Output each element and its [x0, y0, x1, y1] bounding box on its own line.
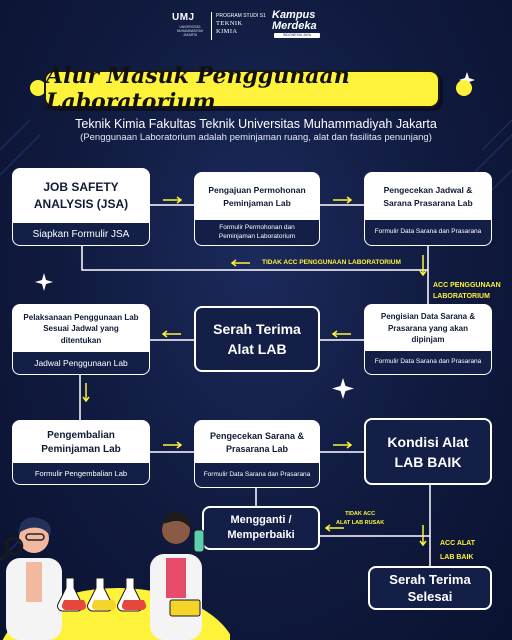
prodi-label: PROGRAM STUDI S1 TEKNIK KIMIA [216, 13, 266, 35]
scientist-illustration [0, 500, 230, 640]
subtitle-note: (Penggunaan Laboratorium adalah peminjaman ruang, alat dan fasilitas penunjang) [80, 132, 432, 143]
kampus-merdeka-logo: Kampus Merdeka [272, 9, 317, 32]
node-pengecekan-jadwal [364, 172, 492, 246]
label-tidak-acc-alat: TIDAK ACC ALAT LAB RUSAK [336, 511, 385, 526]
page-title: Alur Masuk Penggunaan Laboratorium [46, 63, 350, 115]
node-pengajuan-note: Formulir Permohonan dan Peminjaman Laboratorium [195, 219, 319, 245]
node-jsa [12, 168, 150, 246]
node-serah-terima-selesai: Serah Terima Selesai [368, 566, 492, 610]
node-pengisian-note: Formulir Data Sarana dan Prasarana [365, 350, 491, 374]
node-kondisi-alat: Kondisi Alat LAB BAIK [364, 418, 492, 485]
label-acc-lab: ACC PENGGUNAAN LABORATORIUM [433, 282, 501, 300]
node-pengisian [364, 304, 492, 375]
node-pelaksanaan-note: Jadwal Penggunaan Lab [13, 351, 149, 374]
flask-icons [58, 578, 147, 611]
umj-subtext: UNIVERSITAS MUHAMMADIYAH JAKARTA [176, 25, 204, 37]
label-acc-alat: ACC ALAT LAB BAIK [440, 540, 475, 561]
node-pengecekan-sarana-title: Pengecekan Sarana & Prasarana Lab [209, 430, 305, 454]
node-pengecekan-jadwal-note: Formulir Data Sarana dan Prasarana [365, 219, 491, 245]
node-pengecekan-sarana-note: Formulir Data Sarana dan Prasarana [195, 462, 319, 487]
node-pengajuan [194, 172, 320, 246]
node-pengembalian-title: Pengembalian Peminjaman Lab [41, 429, 121, 455]
node-pengembalian-note: Formulir Pengembalian Lab [13, 462, 149, 484]
node-pengajuan-title: Pengajuan Permohonan Peminjaman Lab [208, 185, 306, 208]
label-tidak-acc-lab: TIDAK ACC PENGGUNAAN LABORATORIUM [262, 259, 401, 266]
node-mengganti: Mengganti / Memperbaiki [202, 506, 320, 550]
node-jsa-title: JOB SAFETY ANALYSIS (JSA) [33, 180, 129, 211]
node-pengisian-title: Pengisian Data Sarana & Prasarana yang akan dipinjam [380, 312, 476, 345]
subtitle: Teknik Kimia Fakultas Teknik Universitas Muhammadiyah Jakarta [75, 117, 437, 131]
scientist-left [2, 517, 62, 640]
magnifier-icon [6, 538, 22, 554]
node-serah-terima-alat: Serah Terima Alat LAB [194, 306, 320, 372]
scientist-right [150, 511, 204, 640]
node-pengembalian [12, 420, 150, 485]
node-pengecekan-sarana [194, 420, 320, 488]
kampus-merdeka-tag: INDONESIA JAYA [274, 33, 320, 38]
node-pelaksanaan [12, 304, 150, 375]
node-pengecekan-jadwal-title: Pengecekan Jadwal & Sarana Prasarana Lab [383, 185, 473, 208]
node-pelaksanaan-title: Pelaksanaan Penggunaan Lab Sesuai Jadwal yang ditentukan [23, 312, 139, 345]
node-jsa-note: Siapkan Formulir JSA [13, 222, 149, 245]
umj-logo-text: UMJ [172, 12, 195, 23]
